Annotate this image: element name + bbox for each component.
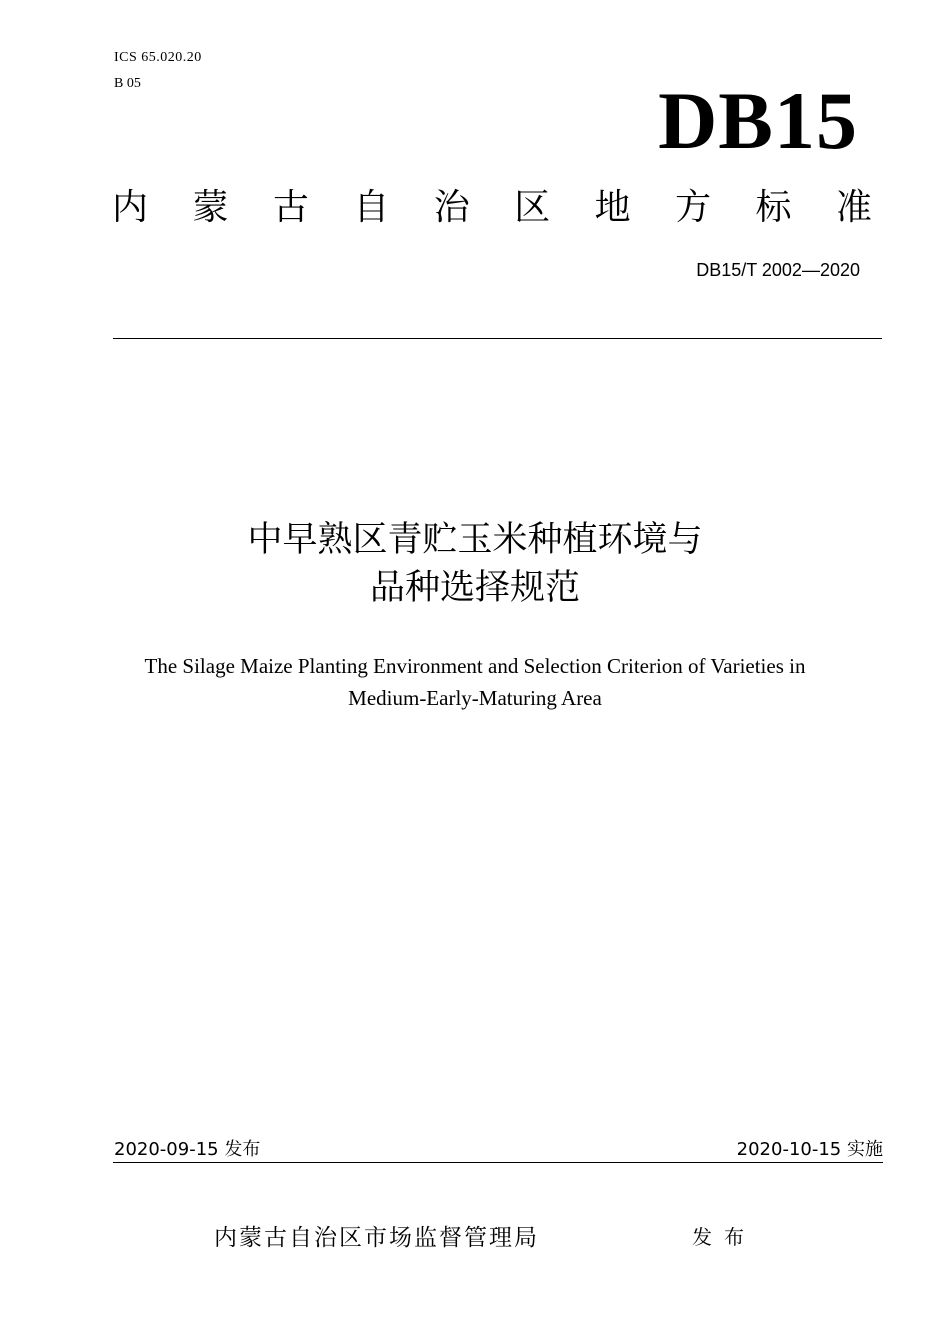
standard-number: DB15/T 2002—2020: [696, 260, 860, 280]
standard-type-char: 地: [594, 187, 631, 228]
title-english-line-1: The Silage Maize Planting Environment and Selection Criterion of Varieties in: [144, 654, 806, 678]
implement-date: 2020-10-15 实施: [736, 1139, 883, 1160]
header-divider: [113, 338, 882, 339]
standard-type-char: 区: [514, 187, 551, 228]
standard-type-heading: [112, 186, 872, 230]
standard-logo: DB15: [658, 75, 858, 166]
issue-label: 发布: [692, 1225, 756, 1249]
footer-divider: [113, 1162, 883, 1163]
issuing-authority: 内蒙古自治区市场监督管理局: [214, 1225, 539, 1251]
classification-code: B 05: [114, 76, 141, 91]
standard-type-char: 治: [433, 187, 470, 228]
standard-type-char: 蒙: [192, 187, 229, 228]
standard-type-char: 内: [112, 187, 149, 228]
title-chinese-line-2: 品种选择规范: [369, 568, 580, 608]
standard-type-char: 自: [353, 187, 390, 228]
ics-code: ICS 65.020.20: [114, 50, 202, 65]
standard-type-char: 准: [835, 187, 872, 228]
title-chinese-line-1: 中早熟区青贮玉米种植环境与: [247, 520, 703, 560]
title-english-line-2: Medium-Early-Maturing Area: [348, 686, 602, 710]
standard-type-char: 标: [755, 187, 792, 228]
publish-date: 2020-09-15 发布: [114, 1139, 261, 1160]
title-english: [0, 650, 950, 714]
standard-type-char: 古: [272, 187, 309, 228]
standard-type-char: 方: [675, 187, 712, 228]
title-chinese: [0, 516, 950, 612]
